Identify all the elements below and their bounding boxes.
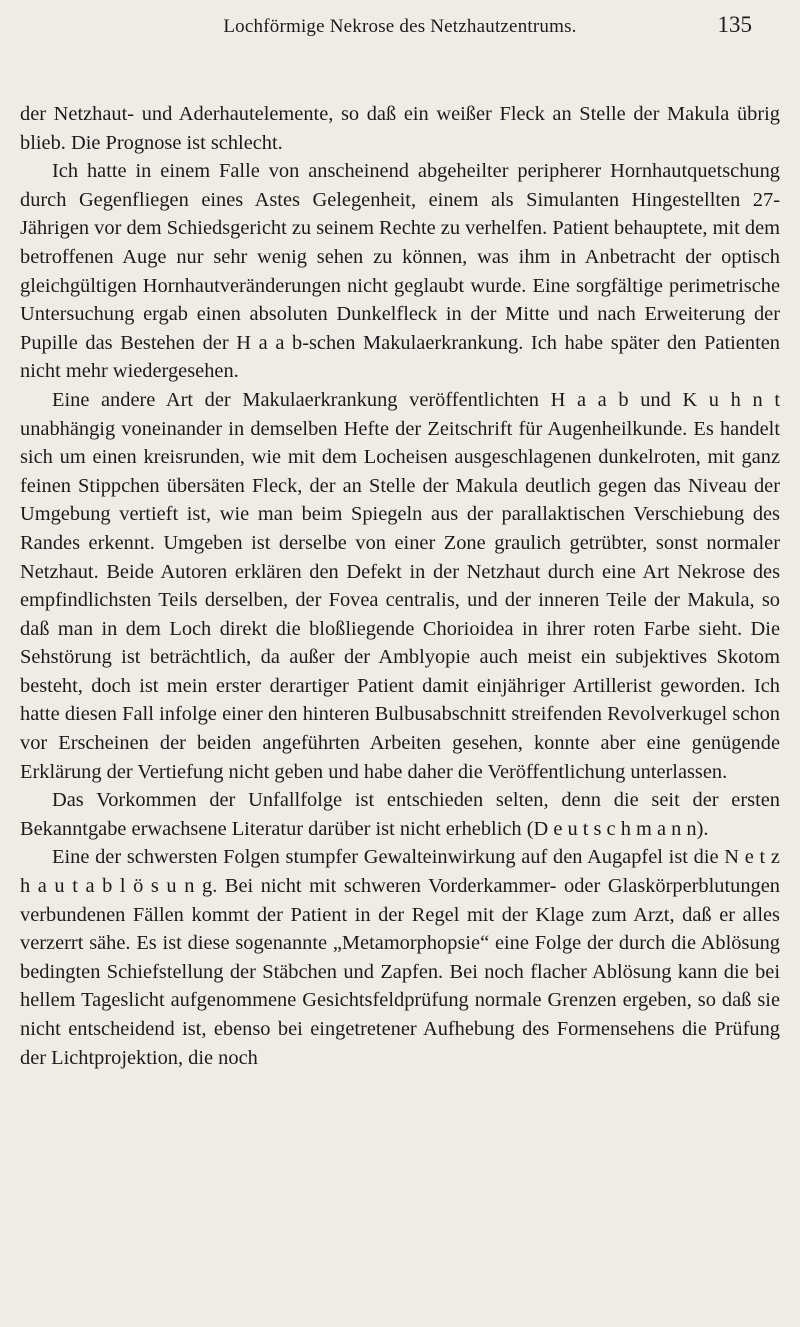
running-title: Lochförmige Nekrose des Netzhautzentrums. bbox=[223, 16, 577, 37]
paragraph-retinal-detachment: Eine der schwersten Folgen stumpfer Gewalteinwirkung auf den Augapfel ist die N e t z h a u t a b l ö s u n g. Bei nicht mit schweren Vorderkammer- oder Glaskörperblutungen verbundenen Fällen kommt der Patient in der Regel mit der Klage zum Arzt, daß er alles verzerrt sähe. Es ist diese sogenannte „Metamorphopsie“ eine Folge der durch die Ablösung bedingten Schiefstellung der Stäbchen und Zapfen. Bei noch flacher Ablösung kann die bei hellem Tageslicht aufgenommene Gesichtsfeldprüfung normale Grenzen ergeben, so daß sie nicht entscheidend ist, ebenso bei eingetretener Aufhebung des Formensehens die Prüfung der Lichtprojektion, die noch bbox=[20, 846, 780, 1069]
paragraph-macula-disease: Eine andere Art der Makulaerkrankung veröffentlichten H a a b und K u h n t unabhängig voneinander in demselben Hefte der Zeitschrift für Augenheilkunde. Es handelt sich um einen kreisrunden, wie mit dem Locheisen ausgeschlagenen dunkelroten, mit ganz feinen Stippchen übersäten Fleck, der an Stelle der Makula deutlich gegen das Niveau der Umgebung vertieft ist, wie man beim Spiegeln aus der parallaktischen Verschiebung des Randes erkennt. Umgeben ist derselbe von einer Zone graulich getrübter, sonst normaler Netzhaut. Beide Autoren erklären den Defekt in der Netzhaut durch eine Art Nekrose des empfindlichsten Teils derselben, der Fovea centralis, und der inneren Teile der Makula, so daß man in dem Loch direkt die bloßliegende Chorioidea in ihrer roten Farbe sieht. Die Sehstörung ist beträchtlich, da außer der Amblyopie auch meist ein subjektives Skotom besteht, doch ist mein erster derartiger Patient damit einjähriger Artillerist geworden. Ich hatte diesen Fall infolge einer den hinteren Bulbusabschnitt streifenden Revolverkugel schon vor Erscheinen der beiden angeführten Arbeiten gesehen, konnte aber eine genügende Erklärung der Vertiefung nicht geben und habe daher die Veröffentlichung unterlassen. bbox=[20, 388, 780, 783]
page-number: 135 bbox=[717, 12, 752, 37]
running-head bbox=[20, 0, 780, 60]
body-text bbox=[20, 100, 780, 1072]
paragraph-case-report: Ich hatte in einem Falle von anscheinend abgeheilter peripherer Hornhautquetschung durch Gegenfliegen eines Astes Gelegenheit, einem als Simulanten Hingestellten 27-Jährigen vor dem Schiedsgericht zu seinem Rechte zu verhelfen. Patient behauptete, mit dem betroffenen Auge nur sehr wenig sehen zu können, was ihm in Anbetracht der optisch gleichgültigen Hornhautveränderungen nicht geglaubt wurde. Eine sorgfältige perimetrische Untersuchung ergab einen absoluten Dunkelfleck in der Mitte und nach Erweiterung der Pupille das Bestehen der H a a b-schen Makulaerkrankung. Ich habe später den Patienten nicht mehr wiedergesehen. bbox=[20, 160, 780, 383]
paragraph-rarity: Das Vorkommen der Unfallfolge ist entschieden selten, denn die seit der ersten Bekanntgabe erwachsene Literatur darüber ist nicht erheblich (D e u t s c h m a n n). bbox=[20, 789, 780, 840]
paragraph-continuation: der Netzhaut- und Aderhautelemente, so daß ein weißer Fleck an Stelle der Makula übrig blieb. Die Prognose ist schlecht. bbox=[20, 103, 780, 154]
